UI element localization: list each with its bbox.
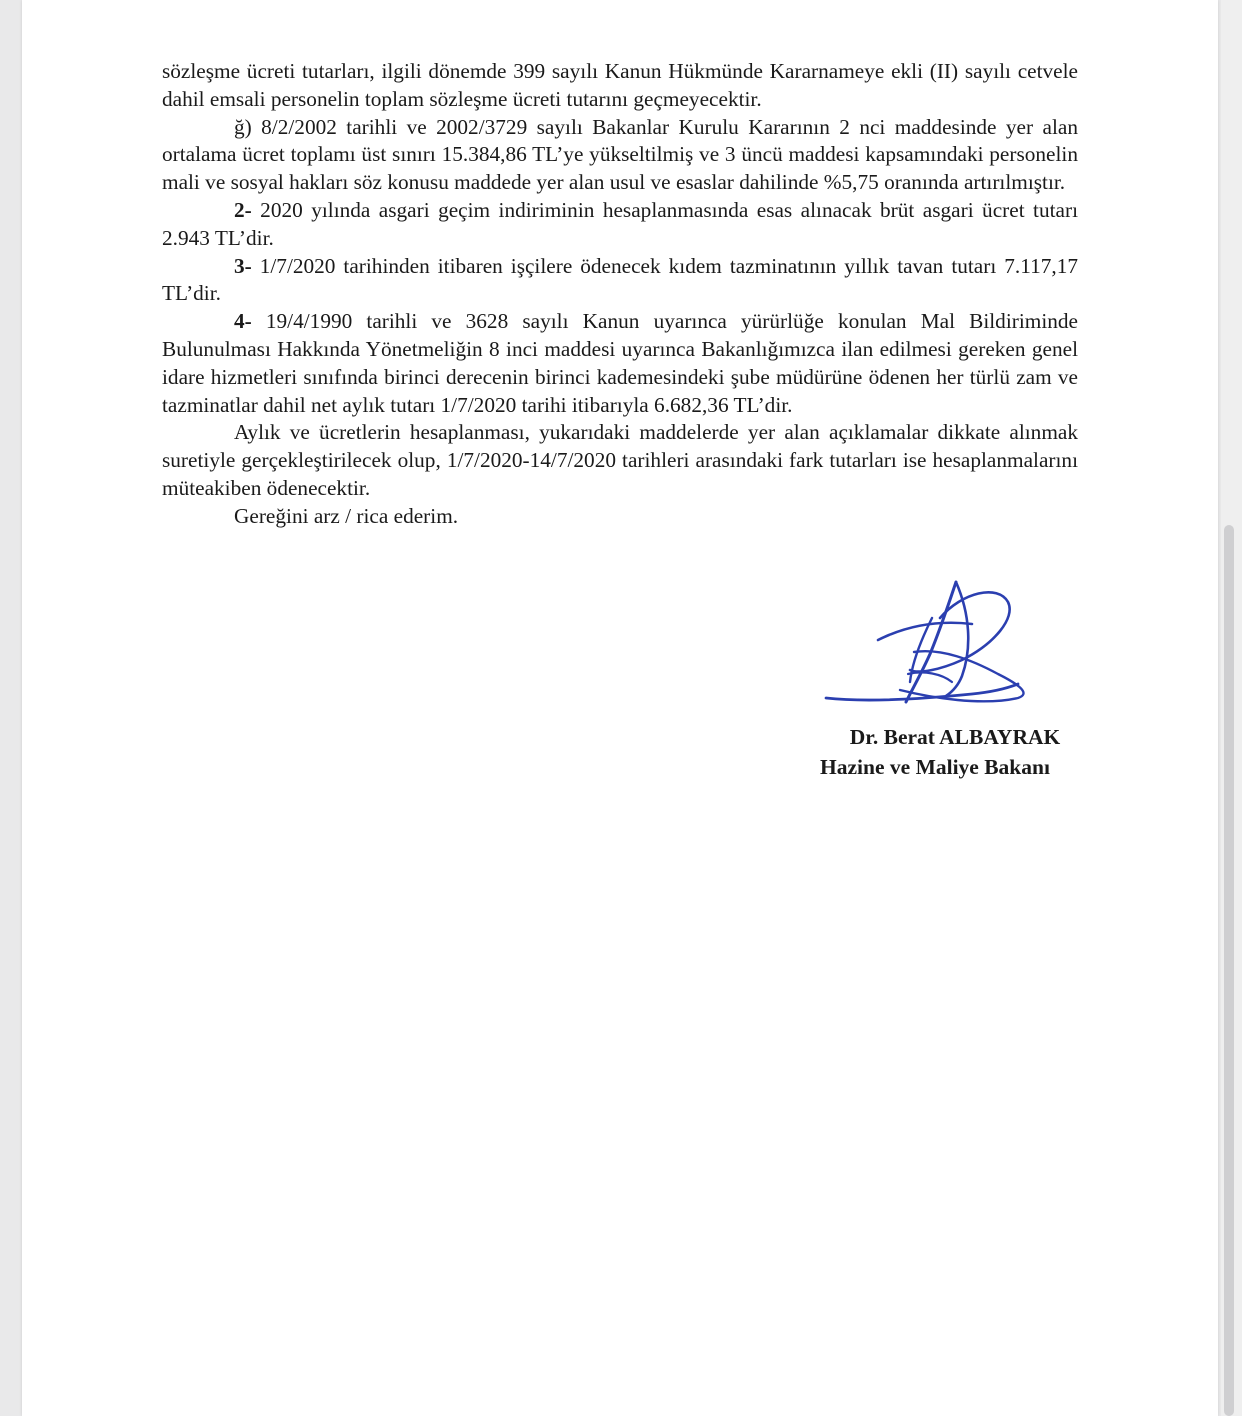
paragraph-closing: [162, 419, 1078, 502]
paragraph-item-2: [162, 197, 1078, 253]
document-body: [162, 58, 1078, 531]
paragraph-item-4: [162, 308, 1078, 419]
paragraph-text: 2020 yılında asgari geçim indiriminin hesaplanmasında esas alınacak brüt asgari ücret tutarı 2.943 TL’dir.: [162, 197, 1078, 250]
signer-title: Hazine ve Maliye Bakanı: [820, 755, 1050, 779]
paragraph-g: [162, 114, 1078, 197]
signature-stroke: [908, 672, 952, 682]
item-number: 4-: [234, 309, 252, 334]
paragraph-text: sözleşme ücreti tutarları, ilgili dönemde 399 sayılı Kanun Hükmünde Kararnameye ekli (II) sayılı cetvele dahil emsali personelin toplam sözleşme ücreti tutarını geçmeyecektir.: [162, 59, 1078, 111]
paragraph-text: Aylık ve ücretlerin hesaplanması, yukarıdaki maddelerde yer alan açıklamalar dikkate alınmak suretiyle gerçekleştirilecek olup, 1/7/2020-14/7/2020 tarihleri arasındaki fark tutarları ise hesaplanmalarını müteakiben ödenecektir.: [162, 420, 1078, 500]
paragraph-request: [162, 503, 1078, 531]
paragraph-text: 1/7/2020 tarihinden itibaren işçilere ödenecek kıdem tazminatının yıllık tavan tutarı 7.117,17 TL’dir.: [162, 253, 1078, 306]
item-number: 2-: [234, 197, 252, 222]
signature-block: [790, 722, 1080, 782]
paragraph-text: 19/4/1990 tarihli ve 3628 sayılı Kanun uyarınca yürürlüğe konulan Mal Bildiriminde Bulunulması Hakkında Yönetmeliğin 8 inci maddesi uyarınca Bakanlığımızca ilan edilmesi gereken genel idare hizmetleri sınıfında birinci derecenin birinci kademesindeki şube müdürüne ödenen her türlü zam ve tazminatlar dahil net aylık tutarı 1/7/2020 tarihi itibarıyla 6.682,36 TL’dir.: [162, 309, 1078, 417]
signer-name: Dr. Berat ALBAYRAK: [849, 725, 1061, 749]
paragraph-item-3: [162, 253, 1078, 309]
scrollbar-thumb[interactable]: [1224, 525, 1234, 1416]
paragraph-continuation: [162, 58, 1078, 114]
handwritten-signature: [822, 578, 1036, 718]
signature-stroke: [906, 582, 956, 702]
paragraph-text: Gereğini arz / rica ederim.: [234, 503, 459, 528]
paragraph-text: ğ) 8/2/2002 tarihli ve 2002/3729 sayılı Bakanlar Kurulu Kararının 2 nci maddesinde yer alan ortalama ücret toplamı üst sınırı 15.384,86 TL’ye yükseltilmiş ve 3 üncü maddesi kapsamındaki personelin mali ve sosyal hakları söz konusu maddede yer alan usul ve esaslar dahilinde %5,75 oranında artırılmıştır.: [162, 114, 1078, 195]
item-number: 3-: [234, 253, 252, 278]
signature-stroke: [826, 684, 1018, 700]
